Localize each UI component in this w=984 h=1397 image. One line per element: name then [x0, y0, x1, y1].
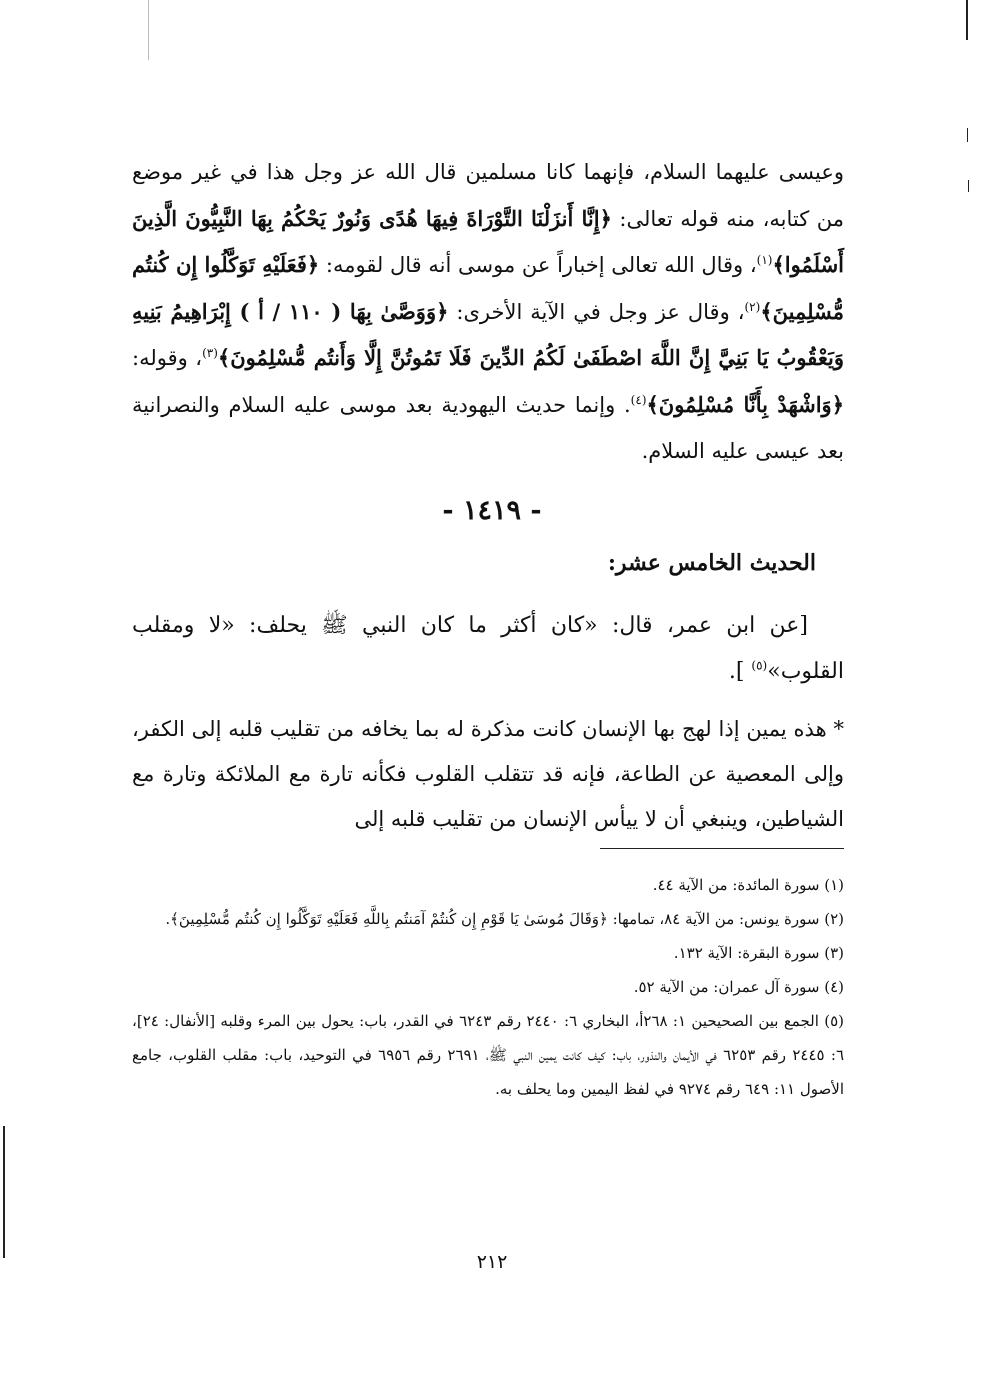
footnote-2: (٢) سورة يونس: من الآية ٨٤، تمامها: ﴿وَقَالَ مُوسَىٰ يَا قَوْمِ إِن كُنتُمْ آمَنتُم بِاللَّهِ فَعَلَيْهِ تَوَكَّلُوا إِن كُنتُم مُّسْلِمِينَ﴾.	[165, 910, 844, 928]
footnote-5: (٥) الجمع بين الصحيحين ١: ٢٦٨أ، البخاري ٦: ٢٤٤٠ رقم ٦٢٤٣ في القدر، باب: يحول بين المرء وقلبه [الأنفال: ٢٤]، ٦: ٢٤٤٥ رقم ٦٢٥٣ في الأيمان والنذور، باب: كيف كانت يمين النبي ﷺ، ٢٦٩١ رقم ٦٩٥٦ في التوحيد، باب: مقلب القلوب، جامع الأصول ١١: ٦٤٩ رقم ٩٢٧٤ في لفظ اليمين وما يحلف به.	[132, 1012, 845, 1098]
quran-quote-2: ﴿فَعَلَيْهِ تَوَكَّلُوا إِن كُنتُم مُّسْلِمِينَ﴾	[132, 252, 845, 324]
commentary-paragraph: * هذه يمين إذا لهج بها الإنسان كانت مذكرة له بما يخافه من تقليب قلبه إلى الكفر، وإلى المعصية عن الطاعة، فإنه قد تتقلب القلوب فكأنه تارة مع الملائكة وتارة مع الشياطين، وينبغي أن لا ييأس الإنسان من تقليب قلبه إلى	[132, 717, 844, 831]
main-text-part-1: وعيسى عليهما السلام، فإنهما كانا مسلمين قال الله عز وجل هذا في غير موضع من كتابه، منه قوله تعالى:	[132, 160, 844, 231]
page-number: ٢١٢	[476, 1251, 508, 1273]
footnote-separator	[600, 848, 844, 849]
footnote-ref-3: (٣)	[202, 346, 218, 361]
footnote-1: (١) سورة المائدة: من الآية ٤٤.	[652, 876, 844, 894]
section-heading: الحديث الخامس عشر:	[607, 550, 816, 576]
footnote-ref-5: (٥)	[751, 658, 768, 673]
quran-quote-1: ﴿إِنَّا أَنزَلْنَا التَّوْرَاةَ فِيهَا هُدًى وَنُورٌ يَحْكُمُ بِهَا النَّبِيُّونَ الَّذِينَ أَسْلَمُوا﴾	[132, 205, 844, 278]
main-text-part-4: ، وقوله:	[132, 346, 203, 371]
footnote-ref-2: (٢)	[744, 299, 761, 314]
hadith-body: [عن ابن عمر، قال: «كان أكثر ما كان النبي ﷺ يحلف: «لا ومقلب القلوب»	[132, 613, 844, 684]
main-text-part-5: . وإنما حديث اليهودية بعد موسى عليه السلام والنصرانية بعد عيسى عليه السلام.	[132, 392, 844, 463]
footnotes	[132, 868, 844, 1106]
footnote-ref-1: (١)	[756, 253, 773, 268]
hadith-text	[132, 603, 844, 695]
quran-quote-3: ﴿وَوَصَّىٰ بِهَا ( ١١٠ / أ ) إِبْرَاهِيمُ بَنِيهِ وَيَعْقُوبُ يَا بَنِيَّ إِنَّ اللَّهَ اصْطَفَىٰ لَكُمُ الدِّينَ فَلَا تَمُوتُنَّ إِلَّا وَأَنتُم مُّسْلِمُونَ﴾	[132, 298, 845, 371]
quran-quote-4: ﴿وَاشْهَدْ بِأَنَّا مُسْلِمُونَ﴾	[646, 391, 844, 417]
footnote-4: (٤) سورة آل عمران: من الآية ٥٢.	[633, 978, 844, 996]
scan-mark-left-bottom	[3, 1126, 5, 1258]
main-text-part-2: ، وقال الله تعالى إخباراً عن موسى أنه قال لقومه:	[319, 253, 757, 278]
footnote-ref-4: (٤)	[630, 392, 647, 407]
main-paragraph	[132, 150, 844, 474]
scan-mark-right-middle	[968, 180, 969, 192]
scan-mark-top-left-dots	[148, 0, 149, 60]
hadith-end: ].	[728, 659, 752, 684]
main-text-part-3: ، وقال عز وجل في الآية الأخرى:	[448, 299, 745, 324]
scan-mark-right-upper	[967, 128, 968, 142]
scan-mark-top-right	[966, 0, 968, 40]
hadith-number: - ١٤١٩ -	[442, 495, 542, 526]
footnote-3: (٣) سورة البقرة: الآية ١٣٢.	[673, 944, 844, 962]
